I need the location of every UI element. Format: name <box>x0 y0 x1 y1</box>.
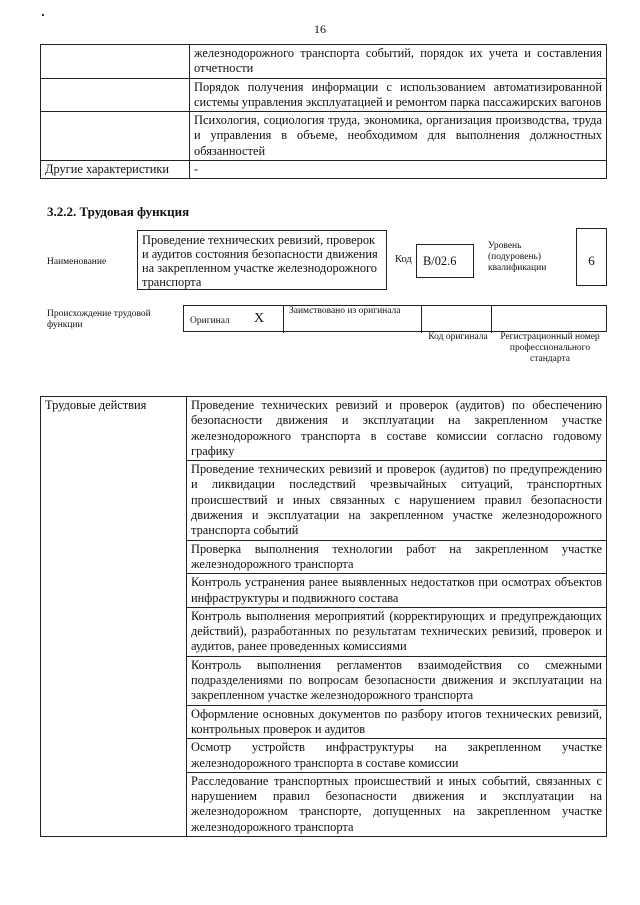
action-item: Расследование транспортных происшествий и иных событий, связанных с нарушением правил безопасности движения и эксплуатации на железнодорожном транспорте, допущенных на закрепленном участке железнодорожного транспорта <box>187 772 607 836</box>
section-heading: 3.2.2. Трудовая функция <box>47 204 190 219</box>
table-row <box>41 78 607 112</box>
reg-number-caption: Регистрационный номер профессионального стандарта <box>500 332 600 364</box>
action-item: Осмотр устройств инфраструктуры на закрепленном участке железнодорожного транспорта в составе комиссии <box>187 739 607 773</box>
original-text: Оригинал <box>190 316 230 326</box>
table-row <box>41 112 607 161</box>
row-label <box>41 78 190 112</box>
row-label <box>41 45 190 79</box>
action-item: Проведение технических ревизий и проверок (аудитов) по обеспечению безопасности движения и эксплуатации на закрепленном участке железнодорожного транспорта в составе комиссии согласно годовому графику <box>187 397 607 461</box>
name-label: Наименование <box>47 257 107 267</box>
action-item: Контроль выполнения регламентов взаимодействия со смежными подразделениями по вопросам безопасности движения и эксплуатации на закрепленном участке железнодорожного транспорта <box>187 656 607 705</box>
action-item: Проведение технических ревизий и проверок (аудитов) по предупреждению и ликвидации последствий чрезвычайных ситуаций, транспортных происшествий и иных связанных с нарушением правил безопасности движения и эксплуатации на закрепленном участке железнодорожного транспорта событий <box>187 461 607 540</box>
scan-dot <box>42 14 44 16</box>
qualification-level-label: Уровень (подуровень) квалификации <box>488 241 547 273</box>
code-original-caption: Код оригинала <box>428 332 488 342</box>
labor-actions-label: Трудовые действия <box>41 397 187 837</box>
action-item: Контроль устранения ранее выявленных недостатков при осмотрах объектов инфраструктуры и подвижного состава <box>187 574 607 608</box>
table-row <box>41 397 607 461</box>
labor-actions-table <box>40 396 607 837</box>
requirements-table <box>40 44 607 179</box>
function-name-box: Проведение технических ревизий, проверок и аудитов состояния безопасности движения на закрепленном участке железнодорожного транспорта <box>137 230 387 290</box>
other-characteristics-label: Другие характеристики <box>41 161 190 179</box>
row-text: Психология, социология труда, экономика, организация производства, труда и управления в объеме, необходимом для выполнения должностных обязанностей <box>190 112 607 161</box>
code-value-box: B/02.6 <box>416 244 474 278</box>
action-item: Проверка выполнения технологии работ на закрепленном участке железнодорожного транспорта <box>187 540 607 574</box>
code-label: Код <box>395 254 412 265</box>
table-row <box>41 45 607 79</box>
origin-cell-code <box>422 306 492 333</box>
origin-label: Происхождение трудовой функции <box>47 309 151 330</box>
other-characteristics-value: - <box>190 161 607 179</box>
borrowed-text: Заимствовано из оригинала <box>289 306 401 316</box>
page-number: 16 <box>314 22 326 36</box>
row-text: Порядок получения информации с использованием автоматизированной системы управления эксплуатацией и ремонтом парка пассажирских вагонов <box>190 78 607 112</box>
row-text: железнодорожного транспорта событий, порядок их учета и составления отчетности <box>190 45 607 79</box>
original-mark: X <box>254 311 265 326</box>
qualification-level-box: 6 <box>576 228 607 286</box>
row-label <box>41 112 190 161</box>
origin-cell-reg <box>492 306 608 333</box>
action-item: Оформление основных документов по разбору итогов технических ревизий, контрольных проверок и аудитов <box>187 705 607 739</box>
action-item: Контроль выполнения мероприятий (корректирующих и предупреждающих действий), разработанных по результатам технических ревизий, проверок и аудитов, ранее проведенных комиссиями <box>187 607 607 656</box>
table-row <box>41 161 607 179</box>
